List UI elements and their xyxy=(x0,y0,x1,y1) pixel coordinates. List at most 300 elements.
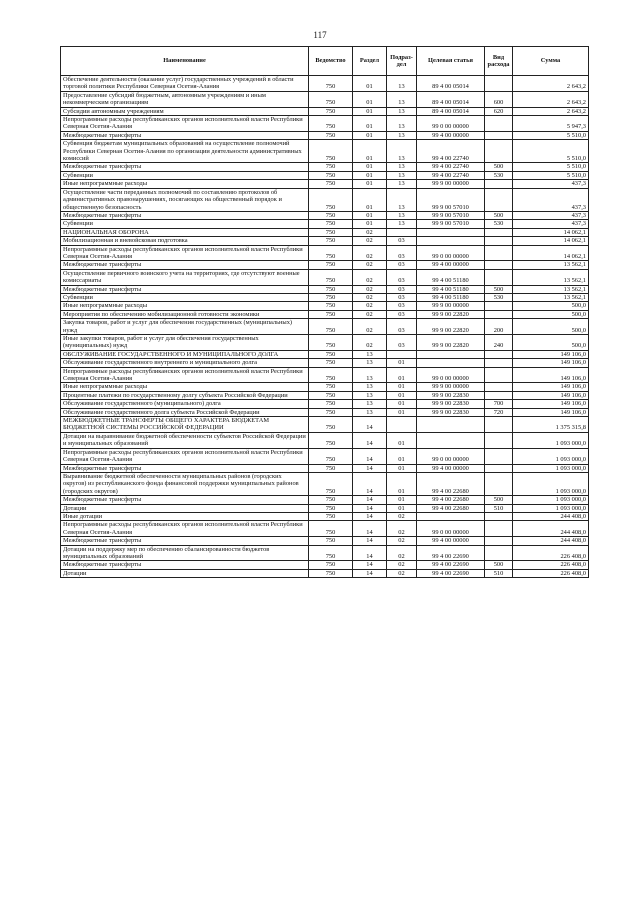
row-name-cell: Непрограммные расходы республиканских органов исполнительной власти Республики Северная Осетия-Алания xyxy=(61,521,309,537)
row-name-cell: Иные непрограммные расходы xyxy=(61,383,309,391)
row-expense-type-cell xyxy=(485,432,513,448)
row-expense-type-cell xyxy=(485,310,513,318)
table-header-row xyxy=(61,47,589,76)
row-name-cell: Межбюджетные трансферты xyxy=(61,261,309,269)
row-section-cell: 14 xyxy=(353,504,387,512)
table-row xyxy=(61,464,589,472)
table-row xyxy=(61,319,589,335)
table-row xyxy=(61,521,589,537)
row-target-item-cell: 99 4 00 22690 xyxy=(417,545,485,561)
row-subsection-cell: 01 xyxy=(387,391,417,399)
row-target-item-cell: 99 9 00 22820 xyxy=(417,335,485,351)
column-header-subsection: Подраз-дел xyxy=(387,47,417,76)
row-name-cell: НАЦИОНАЛЬНАЯ ОБОРОНА xyxy=(61,228,309,236)
row-department-cell: 750 xyxy=(309,293,353,301)
row-expense-type-cell xyxy=(485,237,513,245)
row-section-cell: 14 xyxy=(353,537,387,545)
row-subsection-cell: 02 xyxy=(387,545,417,561)
row-expense-type-cell: 510 xyxy=(485,569,513,577)
row-target-item-cell: 99 9 00 22830 xyxy=(417,408,485,416)
table-row xyxy=(61,245,589,261)
row-subsection-cell xyxy=(387,350,417,358)
row-target-item-cell: 99 9 00 22820 xyxy=(417,319,485,335)
row-name-cell: Субвенции xyxy=(61,220,309,228)
row-department-cell: 750 xyxy=(309,211,353,219)
row-amount-cell: 2 643,2 xyxy=(513,76,589,92)
table-row xyxy=(61,367,589,383)
row-section-cell: 01 xyxy=(353,107,387,115)
row-subsection-cell: 03 xyxy=(387,285,417,293)
row-name-cell: Непрограммные расходы республиканских органов исполнительной власти Республики Северная Осетия-Алания xyxy=(61,367,309,383)
row-amount-cell: 1 093 000,0 xyxy=(513,464,589,472)
table-row xyxy=(61,359,589,367)
column-header-amount: Сумма xyxy=(513,47,589,76)
table-row xyxy=(61,116,589,132)
table-row xyxy=(61,472,589,495)
row-name-cell: Межбюджетные трансферты xyxy=(61,163,309,171)
row-subsection-cell: 01 xyxy=(387,464,417,472)
row-expense-type-cell xyxy=(485,359,513,367)
row-amount-cell: 1 093 000,0 xyxy=(513,496,589,504)
row-amount-cell: 14 062,1 xyxy=(513,245,589,261)
row-target-item-cell: 99 9 00 00000 xyxy=(417,302,485,310)
row-department-cell: 750 xyxy=(309,545,353,561)
row-name-cell: Дотации на поддержку мер по обеспечению сбалансированности бюджетов муниципальных образований xyxy=(61,545,309,561)
row-department-cell: 750 xyxy=(309,285,353,293)
row-name-cell: Межбюджетные трансферты xyxy=(61,131,309,139)
row-amount-cell: 226 408,0 xyxy=(513,545,589,561)
row-amount-cell: 5 510,0 xyxy=(513,163,589,171)
table-row xyxy=(61,561,589,569)
row-section-cell: 13 xyxy=(353,400,387,408)
row-expense-type-cell xyxy=(485,537,513,545)
table-row xyxy=(61,293,589,301)
row-department-cell: 750 xyxy=(309,163,353,171)
row-section-cell: 14 xyxy=(353,496,387,504)
row-department-cell: 750 xyxy=(309,408,353,416)
row-expense-type-cell xyxy=(485,302,513,310)
row-name-cell: ОБСЛУЖИВАНИЕ ГОСУДАРСТВЕННОГО И МУНИЦИПАЛЬНОГО ДОЛГА xyxy=(61,350,309,358)
row-department-cell: 750 xyxy=(309,512,353,520)
row-target-item-cell: 99 9 00 57010 xyxy=(417,211,485,219)
row-target-item-cell: 99 9 00 22830 xyxy=(417,400,485,408)
row-amount-cell: 149 106,0 xyxy=(513,383,589,391)
table-row xyxy=(61,211,589,219)
row-amount-cell: 2 643,2 xyxy=(513,91,589,107)
row-expense-type-cell xyxy=(485,245,513,261)
row-name-cell: Дотации на выравнивание бюджетной обеспеченности субъектов Российской Федерации и муниципальных образований xyxy=(61,432,309,448)
row-target-item-cell: 99 4 00 51180 xyxy=(417,293,485,301)
row-expense-type-cell: 500 xyxy=(485,163,513,171)
row-name-cell: МЕЖБЮДЖЕТНЫЕ ТРАНСФЕРТЫ ОБЩЕГО ХАРАКТЕРА БЮДЖЕТАМ БЮДЖЕТНОЙ СИСТЕМЫ РОССИЙСКОЙ ФЕДЕРАЦИИ xyxy=(61,417,309,433)
row-department-cell: 750 xyxy=(309,448,353,464)
row-target-item-cell: 89 4 00 05014 xyxy=(417,107,485,115)
row-department-cell: 750 xyxy=(309,228,353,236)
row-department-cell: 750 xyxy=(309,335,353,351)
row-expense-type-cell xyxy=(485,180,513,188)
row-name-cell: Непрограммные расходы республиканских органов исполнительной власти Республики Северная Осетия-Алания xyxy=(61,448,309,464)
row-amount-cell: 13 562,1 xyxy=(513,285,589,293)
row-department-cell: 750 xyxy=(309,561,353,569)
row-name-cell: Субсидии автономным учреждениям xyxy=(61,107,309,115)
row-target-item-cell: 99 0 00 00000 xyxy=(417,116,485,132)
row-subsection-cell: 03 xyxy=(387,261,417,269)
row-target-item-cell: 99 4 00 22740 xyxy=(417,171,485,179)
row-amount-cell: 437,3 xyxy=(513,211,589,219)
row-expense-type-cell: 500 xyxy=(485,496,513,504)
row-subsection-cell: 03 xyxy=(387,269,417,285)
row-department-cell: 750 xyxy=(309,302,353,310)
table-row xyxy=(61,188,589,211)
row-subsection-cell: 13 xyxy=(387,131,417,139)
row-subsection-cell xyxy=(387,417,417,433)
column-header-department: Ведомство xyxy=(309,47,353,76)
row-name-cell: Мероприятия по обеспечению мобилизационной готовности экономики xyxy=(61,310,309,318)
row-department-cell: 750 xyxy=(309,319,353,335)
row-expense-type-cell xyxy=(485,261,513,269)
row-subsection-cell: 01 xyxy=(387,383,417,391)
row-name-cell: Обеспечение деятельности (оказание услуг) государственных учреждений в области торговой политики Республики Северная Осетия-Алания xyxy=(61,76,309,92)
row-department-cell: 750 xyxy=(309,464,353,472)
row-section-cell: 01 xyxy=(353,91,387,107)
row-expense-type-cell: 530 xyxy=(485,220,513,228)
row-target-item-cell: 99 4 00 22680 xyxy=(417,496,485,504)
table-row xyxy=(61,335,589,351)
row-amount-cell: 5 947,3 xyxy=(513,116,589,132)
row-target-item-cell xyxy=(417,237,485,245)
row-target-item-cell: 99 0 00 00000 xyxy=(417,448,485,464)
row-amount-cell: 149 106,0 xyxy=(513,400,589,408)
row-subsection-cell: 02 xyxy=(387,569,417,577)
row-target-item-cell: 99 4 00 22740 xyxy=(417,163,485,171)
row-department-cell: 750 xyxy=(309,237,353,245)
row-section-cell: 02 xyxy=(353,269,387,285)
row-expense-type-cell: 600 xyxy=(485,91,513,107)
row-section-cell: 14 xyxy=(353,448,387,464)
row-department-cell: 750 xyxy=(309,269,353,285)
row-subsection-cell: 13 xyxy=(387,116,417,132)
row-department-cell: 750 xyxy=(309,350,353,358)
row-section-cell: 14 xyxy=(353,464,387,472)
row-section-cell: 01 xyxy=(353,180,387,188)
row-department-cell: 750 xyxy=(309,537,353,545)
table-row xyxy=(61,512,589,520)
row-amount-cell: 149 106,0 xyxy=(513,367,589,383)
row-amount-cell: 5 510,0 xyxy=(513,131,589,139)
table-row xyxy=(61,76,589,92)
table-row xyxy=(61,496,589,504)
row-department-cell: 750 xyxy=(309,367,353,383)
row-department-cell: 750 xyxy=(309,140,353,163)
row-name-cell: Осуществление первичного воинского учета на территориях, где отсутствуют военные комиссариаты xyxy=(61,269,309,285)
row-name-cell: Межбюджетные трансферты xyxy=(61,496,309,504)
row-department-cell: 750 xyxy=(309,472,353,495)
row-name-cell: Субвенция бюджетам муниципальных образований на осуществление полномочий Республики Северная Осетия-Алания по организации деятельности административных комиссий xyxy=(61,140,309,163)
row-amount-cell: 1 093 000,0 xyxy=(513,472,589,495)
row-department-cell: 750 xyxy=(309,107,353,115)
row-expense-type-cell: 620 xyxy=(485,107,513,115)
row-section-cell: 01 xyxy=(353,140,387,163)
row-amount-cell: 500,0 xyxy=(513,310,589,318)
row-expense-type-cell xyxy=(485,472,513,495)
row-expense-type-cell xyxy=(485,448,513,464)
row-amount-cell: 437,3 xyxy=(513,220,589,228)
row-name-cell: Процентные платежи по государственному долгу субъекта Российской Федерации xyxy=(61,391,309,399)
row-subsection-cell: 03 xyxy=(387,293,417,301)
row-amount-cell: 149 106,0 xyxy=(513,350,589,358)
row-subsection-cell: 02 xyxy=(387,521,417,537)
row-section-cell: 13 xyxy=(353,391,387,399)
row-subsection-cell: 13 xyxy=(387,211,417,219)
row-name-cell: Обслуживание государственного (муниципального) долга xyxy=(61,400,309,408)
row-subsection-cell: 01 xyxy=(387,472,417,495)
table-row xyxy=(61,569,589,577)
row-section-cell: 13 xyxy=(353,408,387,416)
row-amount-cell: 500,0 xyxy=(513,319,589,335)
table-row xyxy=(61,417,589,433)
row-subsection-cell: 03 xyxy=(387,310,417,318)
row-department-cell: 750 xyxy=(309,76,353,92)
row-target-item-cell: 99 4 00 00000 xyxy=(417,464,485,472)
row-section-cell: 14 xyxy=(353,561,387,569)
row-department-cell: 750 xyxy=(309,220,353,228)
table-row xyxy=(61,220,589,228)
row-name-cell: Осуществление части переданных полномочий по составлению протоколов об административных правонарушениях, посягающих на общественный порядок и общественную безопасность xyxy=(61,188,309,211)
row-section-cell: 01 xyxy=(353,171,387,179)
table-row xyxy=(61,537,589,545)
table-row xyxy=(61,545,589,561)
row-section-cell: 14 xyxy=(353,569,387,577)
row-section-cell: 13 xyxy=(353,359,387,367)
row-name-cell: Выравнивание бюджетной обеспеченности муниципальных районов (городских округов) из республиканского фонда финансовой поддержки муниципальных районов (городских округов) xyxy=(61,472,309,495)
row-section-cell: 01 xyxy=(353,188,387,211)
row-expense-type-cell xyxy=(485,228,513,236)
table-row xyxy=(61,432,589,448)
row-department-cell: 750 xyxy=(309,504,353,512)
row-department-cell: 750 xyxy=(309,171,353,179)
row-section-cell: 01 xyxy=(353,211,387,219)
row-section-cell: 02 xyxy=(353,245,387,261)
table-row xyxy=(61,391,589,399)
row-section-cell: 02 xyxy=(353,237,387,245)
row-section-cell: 13 xyxy=(353,350,387,358)
table-row xyxy=(61,408,589,416)
row-subsection-cell: 13 xyxy=(387,91,417,107)
row-expense-type-cell: 700 xyxy=(485,400,513,408)
table-row xyxy=(61,285,589,293)
row-section-cell: 02 xyxy=(353,310,387,318)
row-subsection-cell: 03 xyxy=(387,319,417,335)
row-amount-cell: 226 408,0 xyxy=(513,561,589,569)
row-expense-type-cell: 510 xyxy=(485,504,513,512)
row-name-cell: Иные дотации xyxy=(61,512,309,520)
row-section-cell: 02 xyxy=(353,261,387,269)
row-expense-type-cell: 200 xyxy=(485,319,513,335)
row-amount-cell: 1 093 000,0 xyxy=(513,504,589,512)
row-amount-cell: 13 562,1 xyxy=(513,261,589,269)
row-expense-type-cell: 240 xyxy=(485,335,513,351)
row-target-item-cell xyxy=(417,228,485,236)
row-amount-cell: 437,3 xyxy=(513,180,589,188)
row-expense-type-cell xyxy=(485,367,513,383)
table-row xyxy=(61,237,589,245)
row-target-item-cell: 99 4 00 51180 xyxy=(417,285,485,293)
row-target-item-cell: 99 9 00 22820 xyxy=(417,310,485,318)
row-target-item-cell: 89 4 00 05014 xyxy=(417,91,485,107)
row-department-cell: 750 xyxy=(309,188,353,211)
row-subsection-cell xyxy=(387,228,417,236)
row-department-cell: 750 xyxy=(309,180,353,188)
row-expense-type-cell xyxy=(485,417,513,433)
table-row xyxy=(61,350,589,358)
row-section-cell: 02 xyxy=(353,293,387,301)
column-header-expense-type: Вид расхода xyxy=(485,47,513,76)
row-name-cell: Иные непрограммные расходы xyxy=(61,302,309,310)
row-subsection-cell: 02 xyxy=(387,561,417,569)
row-subsection-cell: 01 xyxy=(387,408,417,416)
row-subsection-cell: 01 xyxy=(387,367,417,383)
row-target-item-cell xyxy=(417,417,485,433)
row-expense-type-cell xyxy=(485,521,513,537)
row-department-cell: 750 xyxy=(309,310,353,318)
row-section-cell: 02 xyxy=(353,302,387,310)
row-amount-cell: 2 643,2 xyxy=(513,107,589,115)
row-amount-cell: 149 106,0 xyxy=(513,408,589,416)
row-amount-cell: 244 408,0 xyxy=(513,512,589,520)
row-target-item-cell: 99 4 00 51180 xyxy=(417,269,485,285)
table-row xyxy=(61,504,589,512)
row-expense-type-cell xyxy=(485,131,513,139)
row-name-cell: Межбюджетные трансферты xyxy=(61,464,309,472)
row-expense-type-cell xyxy=(485,116,513,132)
row-name-cell: Субвенции xyxy=(61,293,309,301)
row-expense-type-cell: 720 xyxy=(485,408,513,416)
row-target-item-cell xyxy=(417,512,485,520)
row-subsection-cell: 13 xyxy=(387,220,417,228)
column-header-name: Наименование xyxy=(61,47,309,76)
row-amount-cell: 500,0 xyxy=(513,335,589,351)
row-target-item-cell: 99 4 00 00000 xyxy=(417,537,485,545)
row-section-cell: 02 xyxy=(353,228,387,236)
row-expense-type-cell xyxy=(485,512,513,520)
row-department-cell: 750 xyxy=(309,496,353,504)
table-row xyxy=(61,448,589,464)
row-name-cell: Дотации xyxy=(61,569,309,577)
row-expense-type-cell xyxy=(485,350,513,358)
row-name-cell: Иные закупки товаров, работ и услуг для обеспечения государственных (муниципальных) нужд xyxy=(61,335,309,351)
row-department-cell: 750 xyxy=(309,116,353,132)
row-target-item-cell: 99 4 00 00000 xyxy=(417,261,485,269)
row-section-cell: 02 xyxy=(353,285,387,293)
row-target-item-cell: 99 4 00 22690 xyxy=(417,561,485,569)
table-row xyxy=(61,107,589,115)
row-subsection-cell: 03 xyxy=(387,237,417,245)
row-department-cell: 750 xyxy=(309,391,353,399)
row-section-cell: 14 xyxy=(353,512,387,520)
row-department-cell: 750 xyxy=(309,359,353,367)
row-subsection-cell: 01 xyxy=(387,504,417,512)
row-department-cell: 750 xyxy=(309,521,353,537)
row-section-cell: 01 xyxy=(353,220,387,228)
row-section-cell: 01 xyxy=(353,116,387,132)
row-name-cell: Предоставление субсидий бюджетным, автономным учреждениям и иным некоммерческим организациям xyxy=(61,91,309,107)
row-amount-cell: 244 408,0 xyxy=(513,521,589,537)
row-amount-cell: 500,0 xyxy=(513,302,589,310)
row-expense-type-cell xyxy=(485,269,513,285)
row-expense-type-cell: 530 xyxy=(485,293,513,301)
row-subsection-cell: 13 xyxy=(387,107,417,115)
row-subsection-cell: 01 xyxy=(387,448,417,464)
row-expense-type-cell xyxy=(485,464,513,472)
row-department-cell: 750 xyxy=(309,417,353,433)
table-row xyxy=(61,383,589,391)
row-target-item-cell: 99 9 00 57010 xyxy=(417,188,485,211)
row-section-cell: 14 xyxy=(353,521,387,537)
row-expense-type-cell: 500 xyxy=(485,285,513,293)
row-target-item-cell: 99 9 00 00000 xyxy=(417,383,485,391)
row-department-cell: 750 xyxy=(309,400,353,408)
row-target-item-cell xyxy=(417,432,485,448)
row-amount-cell: 226 408,0 xyxy=(513,569,589,577)
column-header-section: Раздел xyxy=(353,47,387,76)
table-row xyxy=(61,302,589,310)
row-expense-type-cell xyxy=(485,391,513,399)
row-subsection-cell: 01 xyxy=(387,400,417,408)
row-subsection-cell: 13 xyxy=(387,180,417,188)
table-row xyxy=(61,269,589,285)
row-name-cell: Межбюджетные трансферты xyxy=(61,285,309,293)
row-expense-type-cell: 530 xyxy=(485,171,513,179)
row-section-cell: 01 xyxy=(353,163,387,171)
row-subsection-cell: 13 xyxy=(387,171,417,179)
row-name-cell: Непрограммные расходы республиканских органов исполнительной власти Республики Северная Осетия-Алания xyxy=(61,245,309,261)
row-amount-cell: 13 562,1 xyxy=(513,269,589,285)
table-row xyxy=(61,310,589,318)
row-section-cell: 02 xyxy=(353,335,387,351)
table-row xyxy=(61,261,589,269)
row-subsection-cell: 01 xyxy=(387,432,417,448)
row-section-cell: 14 xyxy=(353,417,387,433)
row-subsection-cell: 01 xyxy=(387,359,417,367)
row-amount-cell: 149 106,0 xyxy=(513,391,589,399)
row-expense-type-cell xyxy=(485,545,513,561)
row-target-item-cell: 99 0 00 00000 xyxy=(417,245,485,261)
row-section-cell: 02 xyxy=(353,319,387,335)
row-target-item-cell: 99 4 00 22740 xyxy=(417,140,485,163)
row-expense-type-cell xyxy=(485,140,513,163)
row-section-cell: 01 xyxy=(353,131,387,139)
row-department-cell: 750 xyxy=(309,131,353,139)
table-row xyxy=(61,131,589,139)
row-section-cell: 14 xyxy=(353,472,387,495)
row-expense-type-cell xyxy=(485,188,513,211)
row-subsection-cell: 02 xyxy=(387,537,417,545)
row-subsection-cell: 03 xyxy=(387,335,417,351)
row-amount-cell: 244 408,0 xyxy=(513,537,589,545)
row-name-cell: Иные непрограммные расходы xyxy=(61,180,309,188)
row-subsection-cell: 03 xyxy=(387,302,417,310)
row-name-cell: Непрограммные расходы республиканских органов исполнительной власти Республики Северная Осетия-Алания xyxy=(61,116,309,132)
table-row xyxy=(61,140,589,163)
row-target-item-cell: 99 4 00 22690 xyxy=(417,569,485,577)
row-amount-cell: 149 106,0 xyxy=(513,359,589,367)
table-row xyxy=(61,91,589,107)
row-name-cell: Межбюджетные трансферты xyxy=(61,211,309,219)
row-name-cell: Обслуживание государственного долга субъекта Российской Федерации xyxy=(61,408,309,416)
row-expense-type-cell xyxy=(485,383,513,391)
row-department-cell: 750 xyxy=(309,261,353,269)
row-amount-cell: 14 062,1 xyxy=(513,228,589,236)
